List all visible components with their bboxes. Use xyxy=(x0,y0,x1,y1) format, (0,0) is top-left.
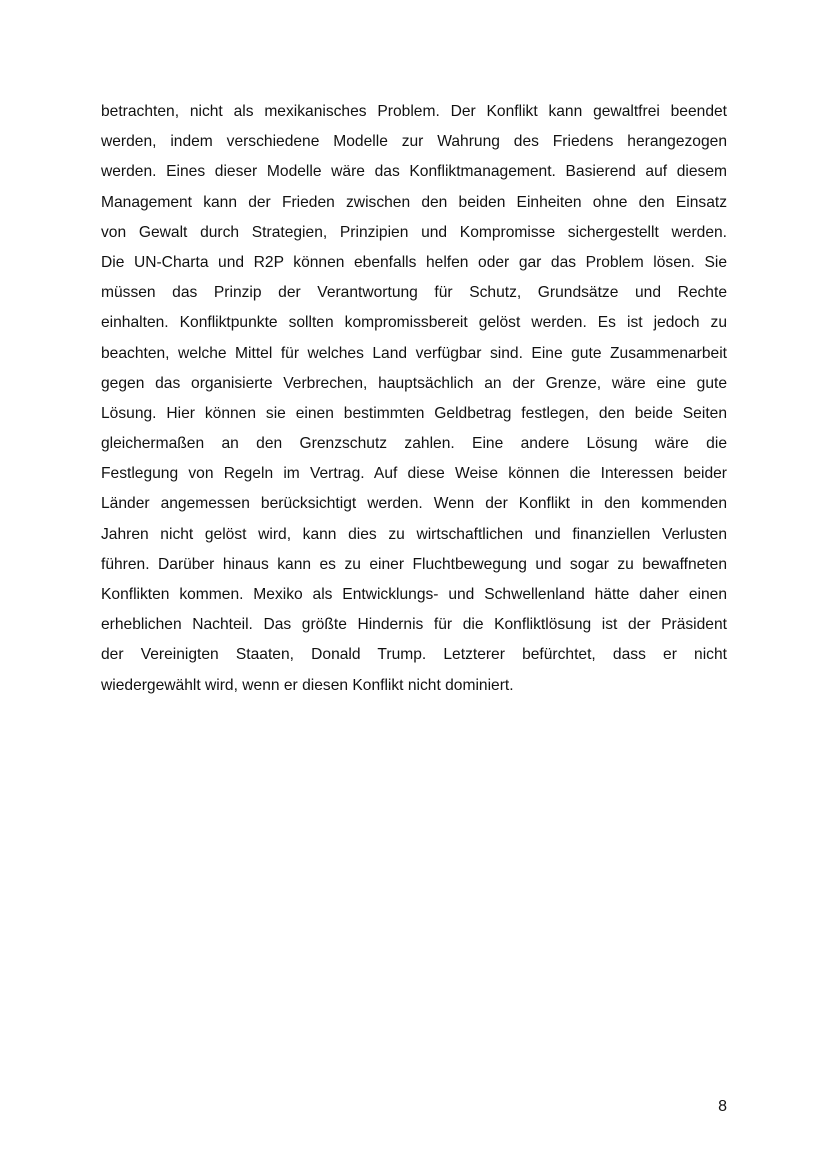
text-line: der Vereinigten Staaten, Donald Trump. Letzterer befürchtet, dass er nicht xyxy=(101,646,727,664)
text-line: Die UN-Charta und R2P können ebenfalls helfen oder gar das Problem lösen. Sie xyxy=(101,253,727,271)
text-line: Lösung. Hier können sie einen bestimmten Geldbetrag festlegen, den beide Seiten xyxy=(101,404,727,422)
text-line: beachten, welche Mittel für welches Land verfügbar sind. Eine gute Zusammenarbeit xyxy=(101,344,727,362)
text-line: werden, indem verschiedene Modelle zur Wahrung des Friedens herangezogen xyxy=(101,133,727,151)
text-line: Jahren nicht gelöst wird, kann dies zu wirtschaftlichen und finanziellen Verlusten xyxy=(101,525,727,543)
text-line: Festlegung von Regeln im Vertrag. Auf diese Weise können die Interessen beider xyxy=(101,465,727,483)
text-line: führen. Darüber hinaus kann es zu einer Fluchtbewegung und sogar zu bewaffneten xyxy=(101,555,727,573)
body-paragraph xyxy=(101,97,727,701)
text-line: von Gewalt durch Strategien, Prinzipien und Kompromisse sichergestellt werden. xyxy=(101,223,727,241)
text-line: Länder angemessen berücksichtigt werden. Wenn der Konflikt in den kommenden xyxy=(101,495,727,513)
text-line-last: wiedergewählt wird, wenn er diesen Konflikt nicht dominiert. xyxy=(101,676,514,694)
text-line: Management kann der Frieden zwischen den beiden Einheiten ohne den Einsatz xyxy=(101,193,727,211)
text-line: einhalten. Konfliktpunkte sollten kompromissbereit gelöst werden. Es ist jedoch zu xyxy=(101,314,727,332)
text-line: Konflikten kommen. Mexiko als Entwicklungs- und Schwellenland hätte daher einen xyxy=(101,586,727,603)
page-number: 8 xyxy=(718,1098,727,1115)
text-line: gleichermaßen an den Grenzschutz zahlen. Eine andere Lösung wäre die xyxy=(101,435,727,453)
text-line: müssen das Prinzip der Verantwortung für Schutz, Grundsätze und Rechte xyxy=(101,284,727,302)
text-line: gegen das organisierte Verbrechen, hauptsächlich an der Grenze, wäre eine gute xyxy=(101,374,727,392)
text-line: werden. Eines dieser Modelle wäre das Konfliktmanagement. Basierend auf diesem xyxy=(101,163,727,181)
text-line: betrachten, nicht als mexikanisches Problem. Der Konflikt kann gewaltfrei beendet xyxy=(101,103,727,120)
text-line: erheblichen Nachteil. Das größte Hindernis für die Konfliktlösung ist der Präsident xyxy=(101,616,727,634)
